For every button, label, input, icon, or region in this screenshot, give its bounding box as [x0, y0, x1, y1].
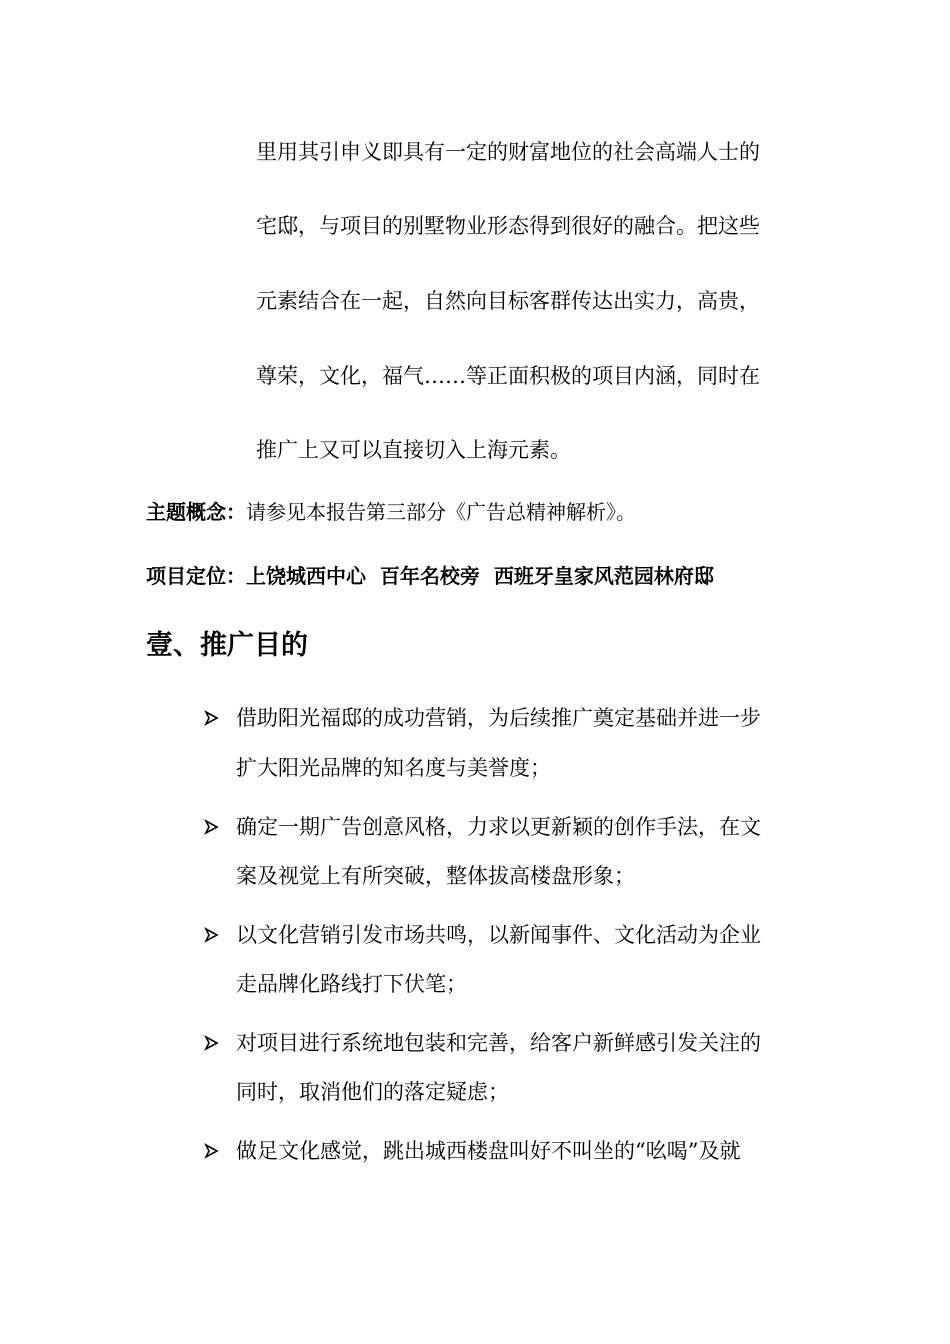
arrow-bullet-icon	[203, 921, 221, 949]
list-item-text: 借助阳光福邸的成功营销，为后续推广奠定基础并进一步	[236, 706, 761, 730]
theme-concept	[146, 498, 636, 526]
arrow-bullet-icon	[203, 1137, 221, 1165]
list-item-text: 扩大阳光品牌的知名度与美誉度；	[236, 756, 551, 780]
project-positioning-label: 项目定位：	[146, 564, 246, 588]
intro-paragraph-line: 里用其引申义即具有一定的财富地位的社会高端人士的	[256, 140, 760, 164]
theme-concept-label: 主题概念：	[146, 500, 246, 524]
list-item-text: 做足文化感觉，跳出城西楼盘叫好不叫坐的“吆喝”及就	[236, 1139, 741, 1163]
section-heading: 壹、推广目的	[146, 630, 308, 661]
list-item-text: 以文化营销引发市场共鸣，以新闻事件、文化活动为企业	[236, 923, 761, 947]
project-positioning	[146, 562, 714, 590]
arrow-bullet-icon	[203, 813, 223, 841]
arrow-bullet-icon	[203, 813, 221, 841]
project-positioning-value: 上饶城西中心 百年名校旁 西班牙皇家风范园林府邸	[246, 564, 714, 588]
list-item-text: 同时，取消他们的落定疑虑；	[236, 1080, 509, 1104]
arrow-bullet-icon	[203, 921, 223, 949]
arrow-bullet-icon	[203, 704, 221, 732]
list-item-text: 走品牌化路线打下伏笔；	[236, 972, 467, 996]
list-item-text: 确定一期广告创意风格，力求以更新颖的创作手法，在文	[236, 815, 761, 839]
list-item-text: 案及视觉上有所突破，整体拔高楼盘形象；	[236, 864, 635, 888]
arrow-bullet-icon	[203, 704, 223, 732]
theme-concept-value: 请参见本报告第三部分《广告总精神解析》。	[246, 500, 636, 524]
arrow-bullet-icon	[203, 1029, 223, 1057]
intro-paragraph-line: 推广上又可以直接切入上海元素。	[256, 438, 571, 462]
arrow-bullet-icon	[203, 1137, 223, 1165]
arrow-bullet-icon	[203, 1029, 221, 1057]
intro-paragraph-line: 元素结合在一起，自然向目标客群传达出实力，高贵，	[256, 289, 760, 313]
intro-paragraph-line: 尊荣，文化，福气……等正面积极的项目内涵，同时在	[256, 364, 760, 388]
intro-paragraph-line: 宅邸，与项目的别墅物业形态得到很好的融合。把这些	[256, 214, 760, 238]
list-item-text: 对项目进行系统地包装和完善，给客户新鲜感引发关注的	[236, 1031, 761, 1055]
